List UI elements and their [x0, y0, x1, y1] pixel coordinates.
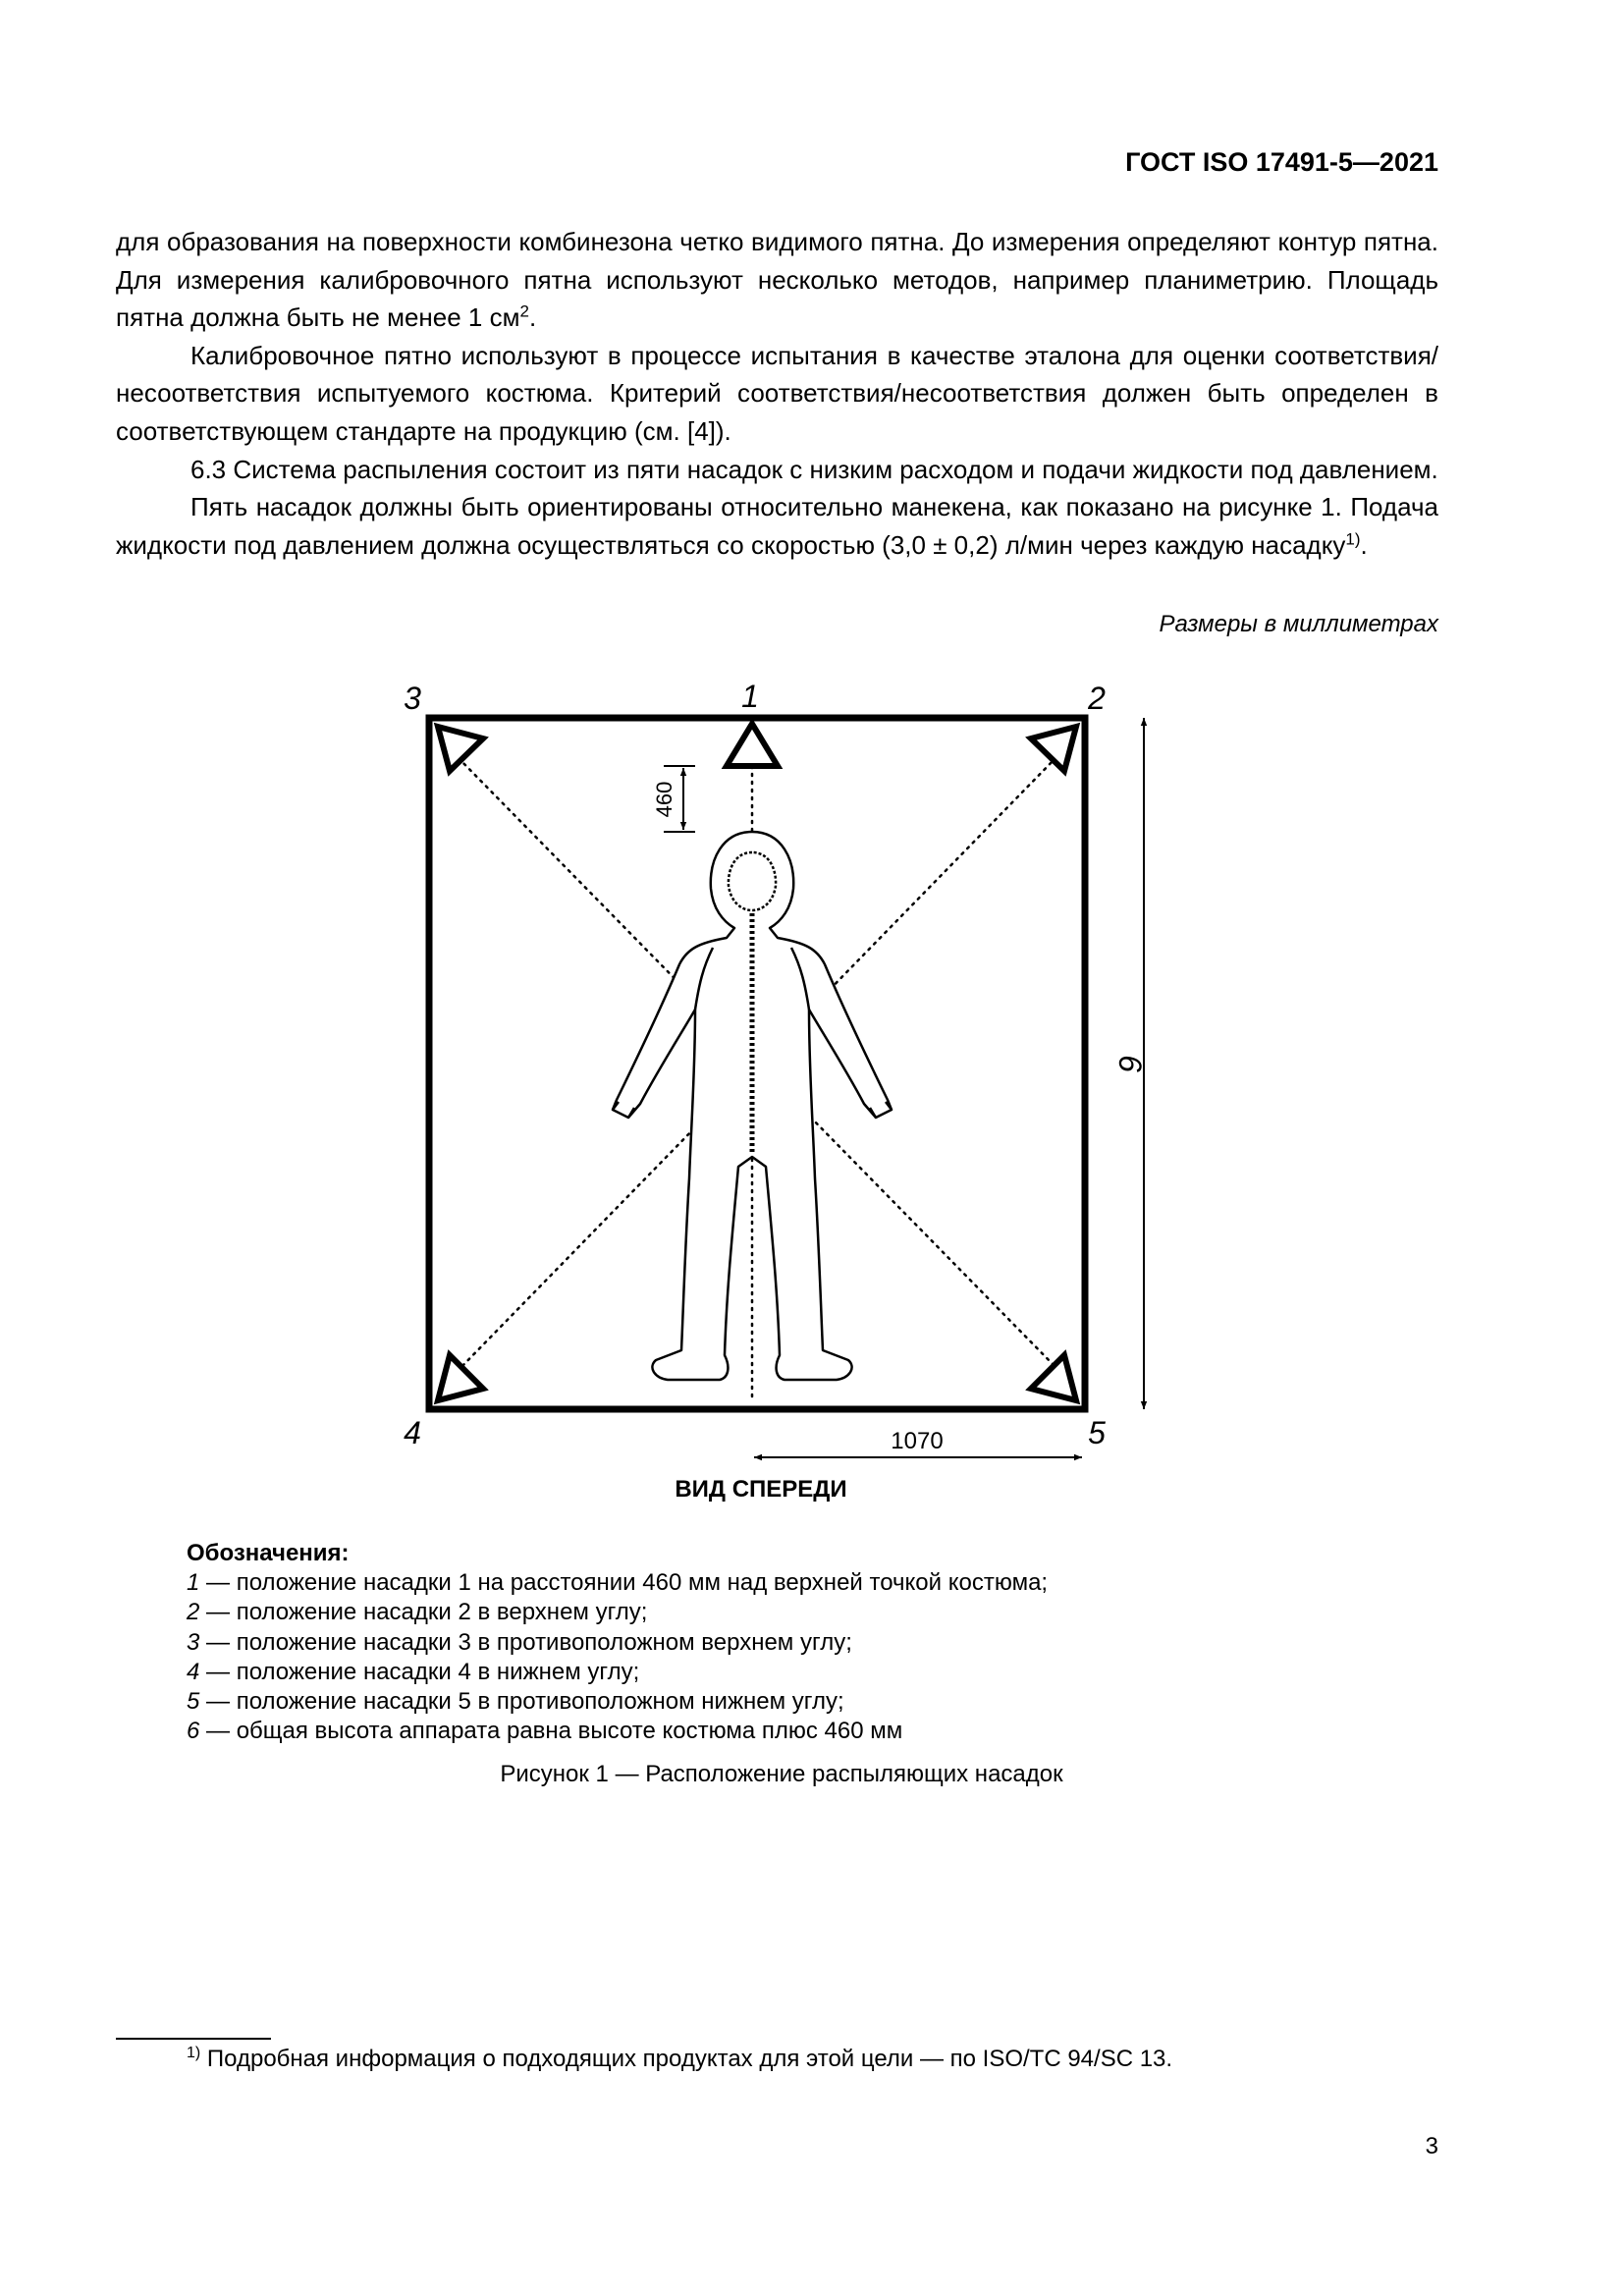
legend-item: 3 — положение насадки 3 в противоположном верхнем углу; [187, 1628, 852, 1656]
dimension-1070-label: 1070 [891, 1428, 944, 1454]
footnote-reference: 1) [1345, 529, 1361, 549]
label-4: 4 [404, 1415, 421, 1450]
dimensions-note: Размеры в миллиметрах [1159, 611, 1438, 637]
page-number: 3 [1425, 2133, 1438, 2159]
label-2: 2 [1088, 681, 1106, 716]
view-caption: ВИД СПЕРЕДИ [675, 1476, 847, 1503]
legend-item: 1 — положение насадки 1 на расстоянии 460 мм над верхней точкой костюма; [187, 1569, 1049, 1597]
standard-code: ГОСТ ISO 17491-5—2021 [1125, 147, 1438, 177]
paragraph-2: Калибровочное пятно используют в процессе испытания в качестве эталона для оценки соответствия/несоответствия испытуемого костюма. Критерий соответствия/несоответствия должен быть определен в соответствующем стандарте на продукцию (см. [4]). [116, 340, 1438, 446]
nozzle-4-icon [438, 1355, 483, 1400]
footnote-text: Подробная информация о подходящих продуктах для этой цели — по ISO/TC 94/SC 13. [200, 2046, 1173, 2072]
footnote-separator [116, 2038, 271, 2040]
paragraph-4: Пять насадок должны быть ориентированы относительно манекена, как показано на рисунке 1. Подача жидкости под давлением должна осуществляться со скоростью (3,0 ± 0,2) л/мин через каждую насадку$^{1)}$. [116, 492, 1438, 560]
nozzle-5-icon [1031, 1355, 1076, 1400]
nozzle-1-icon [727, 724, 778, 766]
mannequin-suit-icon [613, 832, 892, 1380]
label-5: 5 [1088, 1415, 1106, 1450]
legend-item: 6 — общая высота аппарата равна высоте костюма плюс 460 мм [187, 1718, 903, 1745]
label-6: 6 [1112, 1055, 1148, 1072]
superscript: 2 [519, 301, 529, 321]
nozzle-3-icon [438, 727, 483, 771]
label-3: 3 [404, 681, 421, 716]
legend-item: 4 — положение насадки 4 в нижнем углу; [187, 1658, 640, 1685]
paragraph-1: для образования на поверхности комбинезона четко видимого пятна. До измерения определяют контур пятна. Для измерения калибровочного пятна используют несколько методов, например планиметрию. Площадь пятна должна быть не менее 1 $см^2$. [116, 227, 1438, 333]
paragraph-3: 6.3 Система распыления состоит из пяти насадок с низким расходом и подачи жидкости под давлением. [190, 454, 1438, 484]
legend-item: 5 — положение насадки 5 в противоположном нижнем углу; [187, 1688, 844, 1716]
footnote-mark: 1) [187, 2045, 201, 2061]
legend [187, 1539, 1048, 1746]
legend-item: 2 — положение насадки 2 в верхнем углу; [187, 1599, 648, 1626]
nozzle-2-icon [1031, 727, 1076, 771]
label-1: 1 [741, 679, 759, 714]
footnote [187, 2046, 1172, 2073]
dimension-460-label: 460 [652, 781, 676, 818]
legend-title: Обозначения: [187, 1540, 350, 1566]
figure-caption: Рисунок 1 — Расположение распыляющих насадок [500, 1761, 1063, 1787]
